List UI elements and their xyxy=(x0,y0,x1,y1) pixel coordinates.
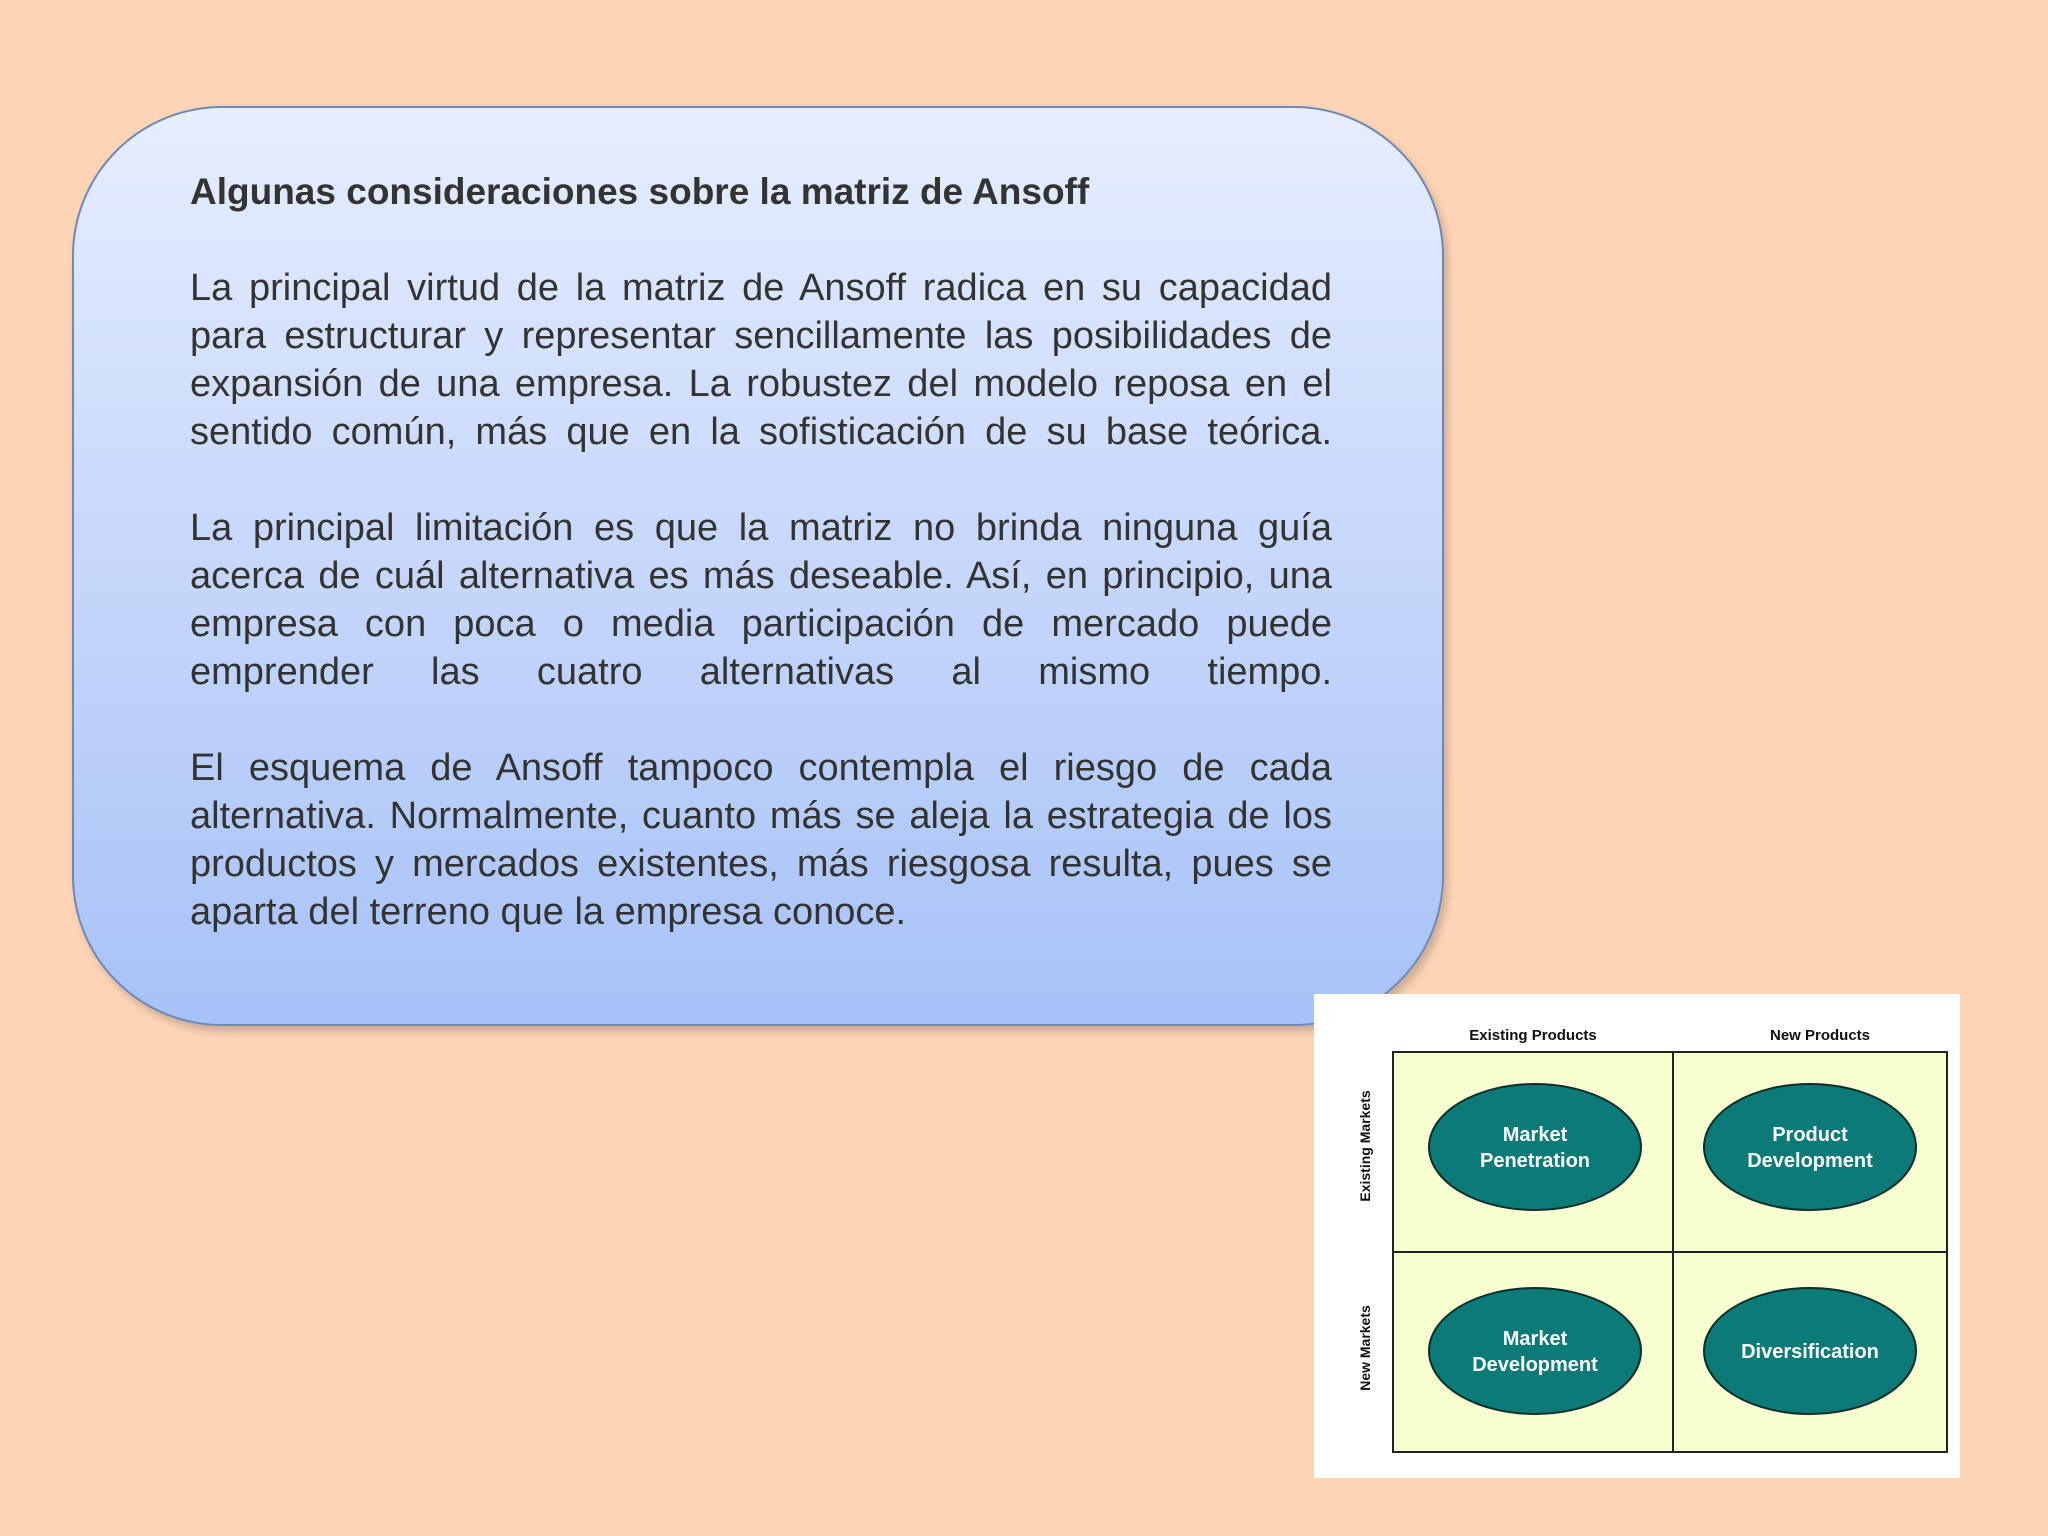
paragraph-limitacion: La principal limitación es que la matriz no brinda ninguna guía acerca de cuál alternativa es más deseable. Así, en principio, una empresa con poca o media participación de mercado puede emprender las cuatro alternativas al mismo tiempo. xyxy=(190,507,1332,693)
row-header-existing-markets: Existing Markets xyxy=(1357,1090,1373,1202)
label-diversification: Diversification xyxy=(1741,1341,1879,1363)
column-header-existing-products: Existing Products xyxy=(1469,1027,1597,1044)
label-market-penetration-1: Market xyxy=(1502,1124,1568,1146)
label-market-penetration-2: Penetration xyxy=(1479,1150,1591,1172)
paragraph-riesgo: El esquema de Ansoff tampoco contempla el riesgo de cada alternativa. Normalmente, cuanto más se aleja la estrategia de los productos y mercados existentes, más riesgosa resulta, pues se aparta del terreno que la empresa conoce. xyxy=(190,747,1332,933)
slide-text xyxy=(190,168,1332,936)
column-header-new-products: New Products xyxy=(1769,1027,1871,1044)
paragraph-virtud: La principal virtud de la matriz de Ansoff radica en su capacidad para estructurar y representar sencillamente las posibilidades de expansión de una empresa. La robustez del modelo reposa en el sentido común, más que en la sofisticación de su base teórica. xyxy=(190,267,1332,453)
label-product-development-2: Development xyxy=(1747,1150,1873,1172)
oval-product-development xyxy=(1704,1084,1916,1210)
ansoff-matrix-svg xyxy=(1314,994,1960,1478)
label-market-development-2: Development xyxy=(1472,1354,1598,1376)
label-product-development-1: Product xyxy=(1772,1124,1848,1146)
oval-market-development xyxy=(1429,1288,1641,1414)
label-market-development-1: Market xyxy=(1502,1328,1568,1350)
row-header-new-markets: New Markets xyxy=(1357,1305,1373,1391)
oval-market-penetration xyxy=(1429,1084,1641,1210)
ansoff-matrix xyxy=(1314,994,1960,1478)
slide-heading: Algunas consideraciones sobre la matriz de Ansoff xyxy=(190,171,1090,212)
